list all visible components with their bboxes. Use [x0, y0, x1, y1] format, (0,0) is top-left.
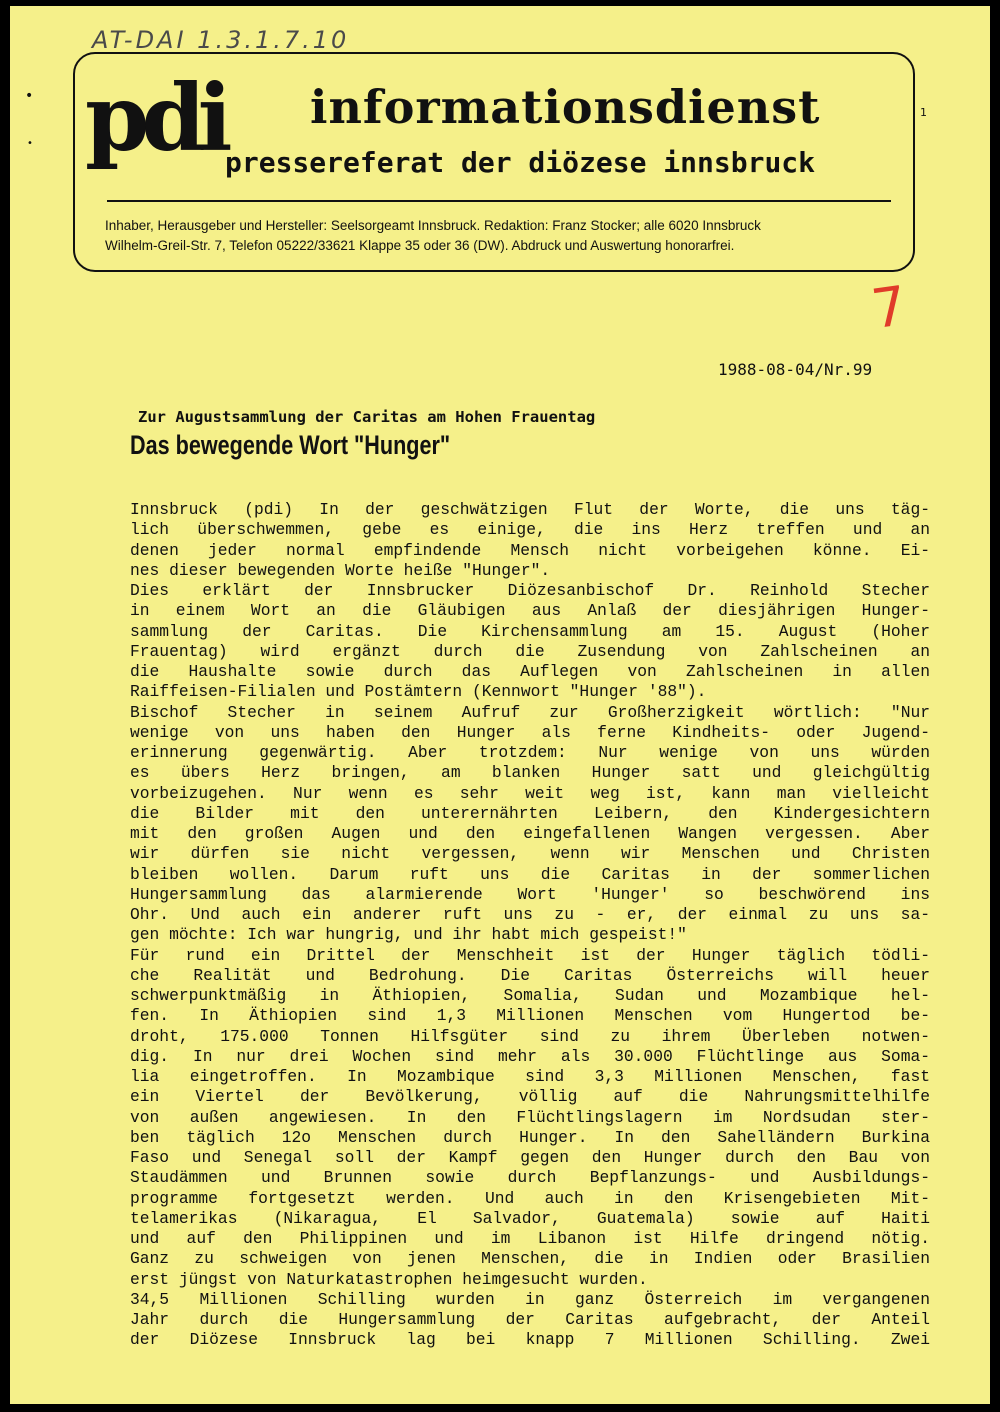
pdi-logo: pdi [85, 64, 225, 172]
body-line: Bischof Stecher in seinem Aufruf zur Großherzigkeit wörtlich: "Nur [130, 702, 930, 722]
body-line: Raiffeisen-Filialen und Postämtern (Kennwort "Hunger '88"). [130, 682, 707, 702]
body-line: in einem Wort an die Gläubigen aus Anlaß der diesjährigen Hunger- [130, 601, 930, 621]
impressum-line: Inhaber, Herausgeber und Hersteller: Seelsorgeamt Innsbruck. Redaktion: Franz Stocker; alle 6020 Innsbruck [105, 218, 761, 233]
body-line: fen. In Äthiopien sind 1,3 Millionen Menschen vom Hungertod be- [130, 1006, 930, 1026]
body-line: nes dieser bewegenden Worte heiße "Hunger". [130, 560, 551, 580]
body-line: und auf den Philippinen und im Libanon ist Hilfe dringend nötig. [130, 1229, 930, 1248]
body-line: wir dürfen sie nicht vergessen, wenn wir Menschen und Christen [130, 844, 930, 864]
body-line: droht, 175.000 Tonnen Hilfsgüter sind zu ihrem Überleben notwen- [130, 1026, 930, 1046]
body-line: Ganz zu schweigen von jenen Menschen, die in Indien oder Brasilien [130, 1249, 930, 1269]
body-line: Für rund ein Drittel der Menschheit ist der Hunger täglich tödli- [130, 945, 930, 965]
body-line: Dies erklärt der Innsbrucker Diözesanbischof Dr. Reinhold Stecher [130, 581, 930, 600]
body-line: vorbeizugehen. Nur wenn es sehr weit weg ist, kann man vielleicht [130, 783, 930, 803]
margin-dot: • [25, 88, 34, 104]
body-line: sammlung der Caritas. Die Kirchensammlung am 15. August (Hoher [130, 621, 930, 641]
margin-tick: • [27, 138, 33, 149]
body-line: erst jüngst von Naturkatastrophen heimgesucht wurden. [130, 1269, 648, 1289]
publication-subtitle: pressereferat der diözese innsbruck [225, 146, 816, 179]
body-line: telamerikas (Nikaragua, El Salvador, Guatemala) sowie auf Haiti [130, 1208, 930, 1228]
body-line: lia eingetroffen. In Mozambique sind 3,3 Millionen Menschen, fast [130, 1067, 930, 1086]
body-line: lich überschwemmen, gebe es einige, die ins Herz treffen und an [130, 520, 930, 540]
body-line: es übers Herz bringen, am blanken Hunger satt und gleichgültig [130, 763, 930, 783]
document-page [10, 6, 990, 1404]
body-line: dig. In nur drei Wochen sind mehr als 30.000 Flüchtlinge aus Soma- [130, 1046, 930, 1066]
page-number: 1 [920, 106, 927, 119]
body-line: Faso und Senegal soll der Kampf gegen den Hunger durch den Bau von [130, 1148, 930, 1167]
article-kicker: Zur Augustsammlung der Caritas am Hohen Frauentag [138, 408, 596, 426]
body-line: die Bilder mit den unterernährten Leibern, den Kindergesichtern [130, 803, 930, 823]
body-line: wenige von uns haben den Hunger als ferne Kindheits- oder Jugend- [130, 722, 930, 742]
body-line: ein Viertel der Bevölkerung, völlig auf die Nahrungsmittelhilfe [130, 1087, 930, 1107]
body-line: der Diözese Innsbruck lag bei knapp 7 Millionen Schilling. Zwei [130, 1330, 930, 1350]
body-line: Hungersammlung das alarmierende Wort 'Hunger' so beschwörend ins [130, 884, 930, 904]
body-line: Innsbruck (pdi) In der geschwätzigen Flut der Worte, die uns täg- [130, 500, 930, 519]
body-line: Frauentag) wird ergänzt durch die Zusendung von Zahlscheinen an [130, 641, 930, 661]
red-handwritten-number: 7 [867, 273, 911, 342]
masthead-divider [107, 200, 891, 202]
impressum [105, 216, 761, 256]
body-line: erinnerung gegenwärtig. Aber trotzdem: Nur wenige von uns würden [130, 743, 930, 762]
impressum-line: Wilhelm-Greil-Str. 7, Telefon 05222/33621 Klappe 35 oder 36 (DW). Abdruck und Auswertung honorarfrei. [105, 238, 735, 253]
masthead-box [73, 52, 927, 272]
body-line: Ohr. Und auch ein anderer ruft uns zu - er, der einmal zu uns sa- [130, 905, 930, 924]
article-headline: Das bewegende Wort "Hunger" [130, 430, 451, 460]
body-line: Jahr durch die Hungersammlung der Caritas aufgebracht, der Anteil [130, 1310, 930, 1329]
body-line: programme fortgesetzt werden. Und auch in den Krisengebieten Mit- [130, 1188, 930, 1208]
article-body [130, 500, 930, 1351]
body-line: bleiben wollen. Darum ruft uns die Caritas in der sommerlichen [130, 864, 930, 884]
body-line: Staudämmen und Brunnen sowie durch Bepflanzungs- und Ausbildungs- [130, 1168, 930, 1188]
issue-date-number: 1988-08-04/Nr.99 [718, 360, 873, 379]
body-line: che Realität und Bedrohung. Die Caritas Österreichs will heuer [130, 965, 930, 985]
publication-title: informationsdienst [310, 80, 821, 134]
body-line: mit den großen Augen und den eingefallenen Wangen vergessen. Aber [130, 824, 930, 843]
body-line: schwerpunktmäßig in Äthiopien, Somalia, Sudan und Mozambique hel- [130, 986, 930, 1005]
body-line: die Haushalte sowie durch das Auflegen von Zahlscheinen in allen [130, 662, 930, 681]
body-line: von außen angewiesen. In den Flüchtlingslagern im Nordsudan ster- [130, 1107, 930, 1127]
body-line: 34,5 Millionen Schilling wurden in ganz Österreich im vergangenen [130, 1289, 930, 1309]
body-line: denen jeder normal empfindende Mensch nicht vorbeigehen könne. Ei- [130, 540, 930, 560]
body-line: ben täglich 12o Menschen durch Hunger. In den Sahelländern Burkina [130, 1127, 930, 1147]
body-line: gen möchte: Ich war hungrig, und ihr habt mich gespeist!" [130, 925, 687, 945]
archive-code-annotation: AT-DAI 1.3.1.7.10 [92, 26, 350, 54]
